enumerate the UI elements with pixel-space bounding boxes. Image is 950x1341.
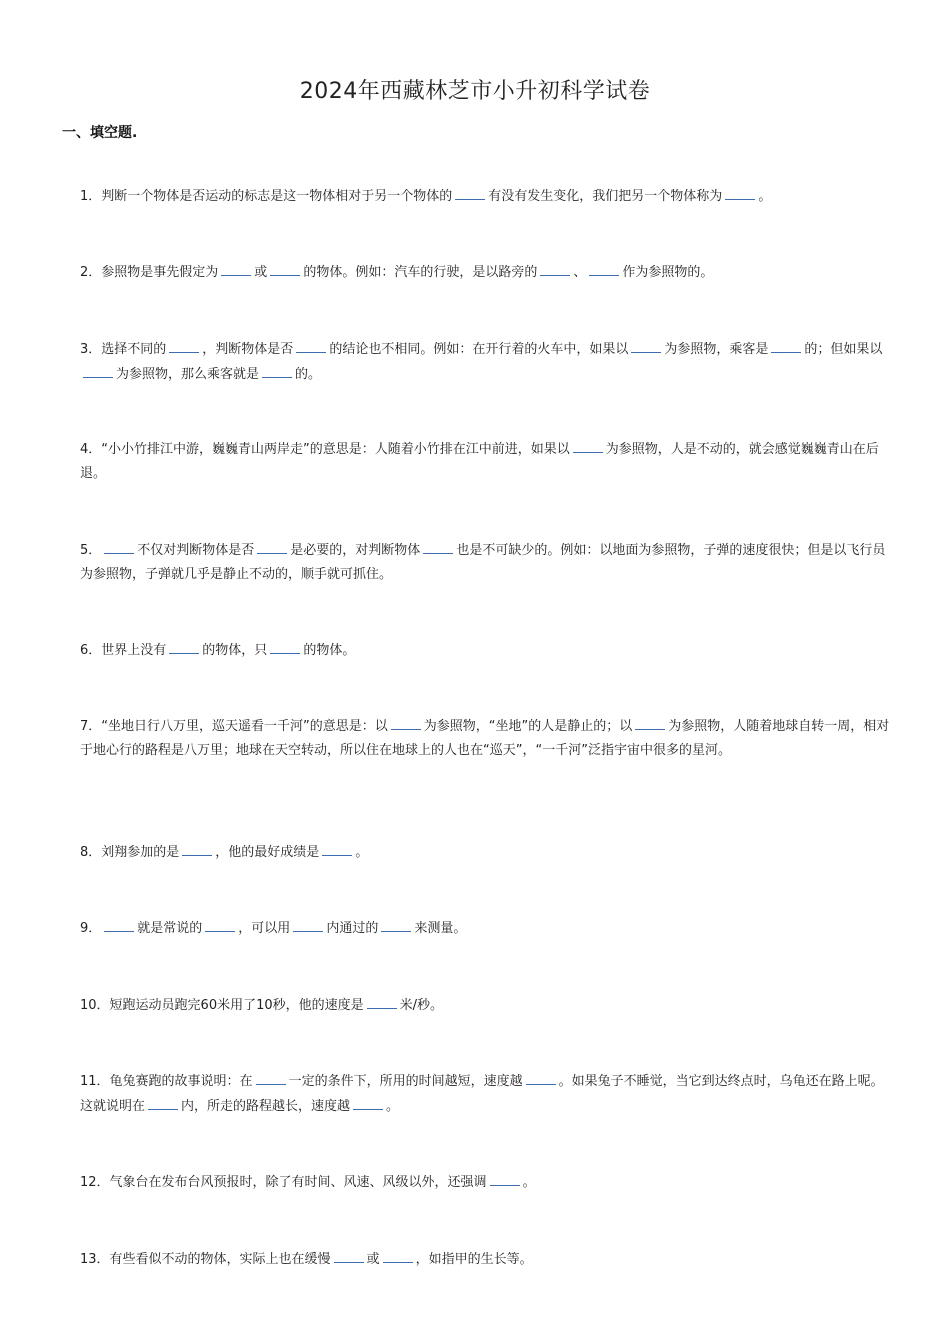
answer-blank[interactable]	[169, 638, 199, 654]
question-text: 作为参照物的。	[622, 265, 714, 280]
question-text: 的物体。例如：汽车的行驶，是以路旁的	[303, 265, 538, 280]
question-text: 。	[758, 189, 772, 204]
answer-blank[interactable]	[169, 337, 199, 353]
question-text: 的。	[295, 367, 322, 382]
question-text: 。如果兔子不睡觉，当它到达终点时，乌龟还在路上呢。这就说明在	[80, 1074, 884, 1114]
question-text: 也是不可缺少的。例如：以地面为参照物，子弹的速度很快；但是以飞行员为参照物，子弹就几乎是静止不动的，顺手就可抓住。	[80, 543, 886, 582]
question-text: 就是常说的	[137, 921, 203, 936]
question-text: 世界上没有	[101, 643, 167, 658]
question-number: 1．	[80, 189, 102, 204]
question-number: 8．	[80, 845, 102, 860]
answer-blank[interactable]	[104, 916, 134, 932]
question-8	[80, 840, 892, 865]
answer-blank[interactable]	[383, 1247, 413, 1263]
answer-blank[interactable]	[526, 1069, 556, 1085]
question-2	[80, 260, 892, 285]
answer-blank[interactable]	[262, 362, 292, 378]
question-text: 刘翔参加的是	[101, 845, 180, 860]
answer-blank[interactable]	[148, 1094, 178, 1110]
question-3	[80, 337, 892, 387]
question-text: ，可以用	[238, 921, 291, 936]
question-number: 7．	[80, 719, 102, 734]
question-number: 6．	[80, 643, 102, 658]
question-text: 的结论也不相同。例如：在开行着的火车中，如果以	[329, 342, 629, 357]
question-text: 。	[355, 845, 369, 860]
question-text: 内，所走的路程越长，速度越	[181, 1099, 351, 1114]
question-text: 。	[522, 1175, 536, 1190]
question-1	[80, 184, 892, 209]
question-text: 判断一个物体是否运动的标志是这一物体相对于另一个物体的	[101, 189, 453, 204]
answer-blank[interactable]	[296, 337, 326, 353]
question-number: 4．	[80, 442, 102, 457]
answer-blank[interactable]	[635, 714, 665, 730]
section-heading: 一、填空题.	[62, 125, 138, 141]
question-text: 气象台在发布台风预报时，除了有时间、风速、风级以外，还强调	[109, 1175, 487, 1190]
answer-blank[interactable]	[540, 260, 570, 276]
question-6	[80, 638, 892, 663]
answer-blank[interactable]	[221, 260, 251, 276]
question-text: 有些看似不动的物体，实际上也在缓慢	[109, 1252, 331, 1267]
question-text: 是必要的，对判断物体	[290, 543, 421, 558]
question-text: 的物体。	[303, 643, 356, 658]
question-number: 5．	[80, 543, 102, 558]
answer-blank[interactable]	[334, 1247, 364, 1263]
answer-blank[interactable]	[257, 538, 287, 554]
question-number: 3．	[80, 342, 102, 357]
question-text: 为参照物，人是不动的，就会感觉巍巍青山在后退。	[80, 442, 879, 481]
question-text: 参照物是事先假定为	[101, 265, 219, 280]
question-text: 、	[573, 265, 587, 280]
question-text: 为参照物，那么乘客就是	[116, 367, 260, 382]
question-9	[80, 916, 892, 941]
question-text: 一定的条件下，所用的时间越短，速度越	[288, 1074, 523, 1089]
answer-blank[interactable]	[367, 993, 397, 1009]
question-11	[80, 1069, 892, 1119]
question-text: 龟兔赛跑的故事说明：在	[109, 1074, 253, 1089]
answer-blank[interactable]	[391, 714, 421, 730]
answer-blank[interactable]	[205, 916, 235, 932]
question-text: 或	[254, 265, 268, 280]
question-number: 10．	[80, 998, 110, 1013]
question-text: “小小竹排江中游，巍巍青山两岸走”的意思是：人随着小竹排在江中前进，如果以	[101, 442, 570, 457]
answer-blank[interactable]	[455, 184, 485, 200]
answer-blank[interactable]	[631, 337, 661, 353]
answer-blank[interactable]	[270, 260, 300, 276]
answer-blank[interactable]	[589, 260, 619, 276]
question-text: 或	[366, 1252, 380, 1267]
answer-blank[interactable]	[725, 184, 755, 200]
question-text: 为参照物，“坐地”的人是静止的；以	[423, 719, 633, 734]
question-5	[80, 538, 892, 587]
question-text: 米/秒。	[399, 998, 444, 1013]
page-title: 2024年西藏林芝市小升初科学试卷	[299, 79, 651, 104]
question-text: 内通过的	[326, 921, 379, 936]
question-4	[80, 437, 892, 486]
answer-blank[interactable]	[293, 916, 323, 932]
question-text: 选择不同的	[101, 342, 167, 357]
question-number: 13．	[80, 1252, 110, 1267]
question-text: 的物体，只	[202, 643, 268, 658]
answer-blank[interactable]	[423, 538, 453, 554]
question-7	[80, 714, 892, 763]
question-text: 为参照物，乘客是	[664, 342, 769, 357]
answer-blank[interactable]	[270, 638, 300, 654]
question-number: 12．	[80, 1175, 110, 1190]
question-text: 有没有发生变化，我们把另一个物体称为	[488, 189, 723, 204]
answer-blank[interactable]	[104, 538, 134, 554]
question-text: “坐地日行八万里，巡天遥看一千河”的意思是：以	[101, 719, 388, 734]
question-number: 11．	[80, 1074, 110, 1089]
answer-blank[interactable]	[83, 362, 113, 378]
question-number: 9．	[80, 921, 102, 936]
answer-blank[interactable]	[490, 1170, 520, 1186]
answer-blank[interactable]	[771, 337, 801, 353]
answer-blank[interactable]	[182, 840, 212, 856]
question-10	[80, 993, 892, 1018]
answer-blank[interactable]	[256, 1069, 286, 1085]
question-text: 。	[386, 1099, 400, 1114]
answer-blank[interactable]	[353, 1094, 383, 1110]
answer-blank[interactable]	[322, 840, 352, 856]
question-text: 短跑运动员跑完60米用了10秒，他的速度是	[109, 998, 364, 1013]
question-12	[80, 1170, 892, 1195]
question-text: ，他的最好成绩是	[215, 845, 320, 860]
question-text: 的；但如果以	[804, 342, 883, 357]
question-number: 2．	[80, 265, 102, 280]
question-text: 为参照物，人随着地球自转一周，相对于地心行的路程是八万里；地球在天空转动，所以住在地球上的人也在“巡天”，“一千河”泛指宇宙中很多的星河。	[80, 719, 890, 758]
question-text: ，判断物体是否	[202, 342, 294, 357]
question-text: 来测量。	[414, 921, 467, 936]
question-text: ，如指甲的生长等。	[415, 1252, 533, 1267]
question-text: 不仅对判断物体是否	[137, 543, 255, 558]
question-13	[80, 1247, 892, 1272]
answer-blank[interactable]	[381, 916, 411, 932]
answer-blank[interactable]	[573, 437, 603, 453]
